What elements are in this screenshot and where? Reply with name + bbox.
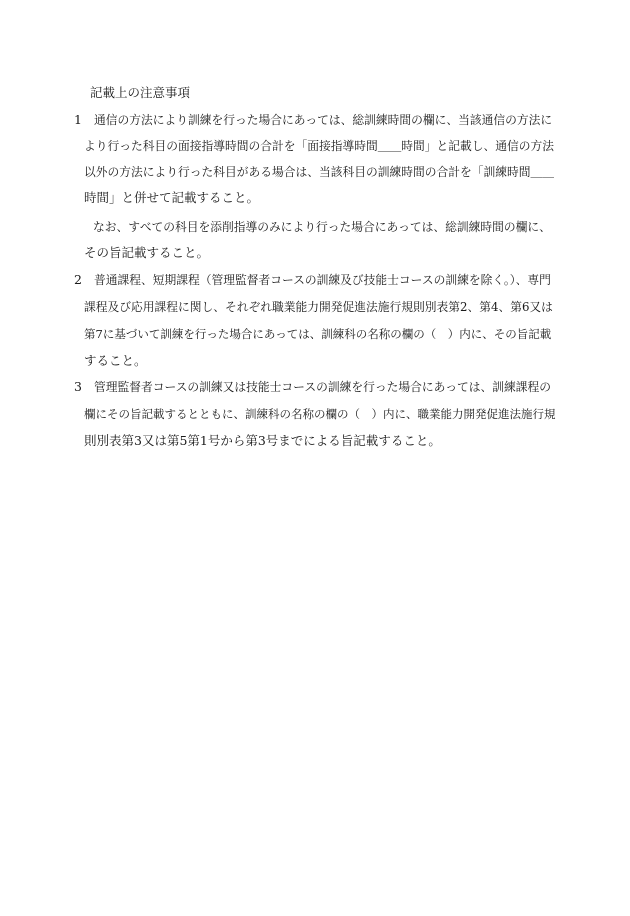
item-number-3: 3 (74, 379, 82, 394)
item-1-line-5: なお、すべての科目を添削指導のみにより行った場合にあっては、総訓練時間の欄に、 (93, 220, 551, 234)
item-1-line-1: 通信の方法により訓練を行った場合にあっては、総訓練時間の欄に、当該通信の方法に (94, 113, 553, 127)
document-title: 記載上の注意事項 (90, 85, 191, 100)
item-3-line-1: 管理監督者コースの訓練又は技能士コースの訓練を行った場合にあっては、訓練課程の (94, 380, 551, 394)
item-2-line-4: すること。 (84, 353, 147, 368)
item-number-1: 1 (74, 112, 82, 127)
item-1-line-4: 時間」と併せて記載すること。 (84, 190, 260, 205)
item-number-2: 2 (74, 272, 82, 287)
item-2-line-1: 普通課程、短期課程（管理監督者コースの訓練及び技能士コースの訓練を除く。）、専門 (94, 273, 551, 287)
item-1-line-6: その旨記載すること。 (84, 245, 210, 260)
item-3-line-2: 欄にその旨記載するとともに、訓練科の名称の欄の（ ）内に、職業能力開発促進法施行規 (84, 407, 556, 421)
item-2-line-3: 第7に基づいて訓練を行った場合にあっては、訓練科の名称の欄の（ ）内に、その旨記載 (84, 327, 552, 341)
item-3-line-3: 則別表第3又は第5第1号から第3号までによる旨記載すること。 (84, 433, 441, 448)
item-1-line-3: 以外の方法により行った科目がある場合は、当該科目の訓練時間の合計を「訓練時間＿＿ (84, 165, 554, 179)
item-2-line-2: 課程及び応用課程に関し、それぞれ職業能力開発促進法施行規則別表第2、第4、第6又は (84, 300, 553, 314)
item-1-line-2: より行った科目の面接指導時間の合計を「面接指導時間＿＿時間」と記載し、通信の方法 (84, 139, 554, 153)
